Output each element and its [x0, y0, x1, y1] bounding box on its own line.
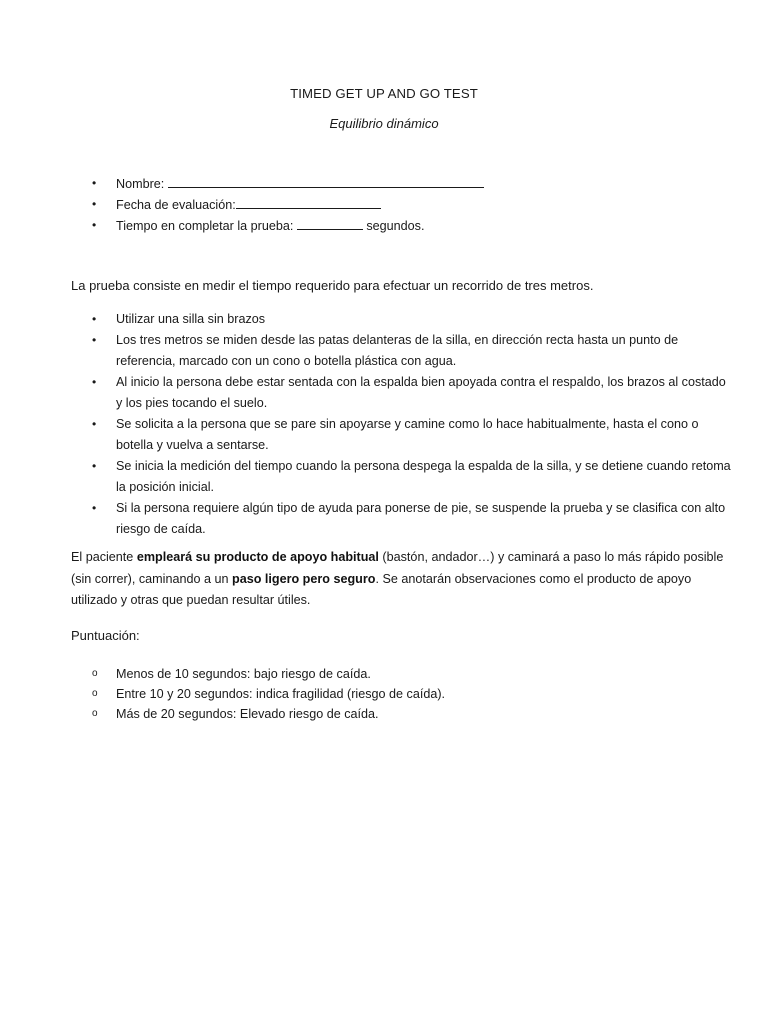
bullet-icon: •	[92, 197, 97, 211]
form-field-date	[92, 194, 676, 215]
step-text: Se inicia la medición del tiempo cuando la persona despega la espalda de la silla, y se detiene cuando retoma la posición inicial.	[116, 459, 731, 494]
form-field-time	[92, 215, 676, 236]
list-item	[92, 704, 676, 724]
list-item	[92, 414, 734, 456]
intro-statement: La prueba consiste en medir el tiempo requerido para efectuar un recorrido de tres metros.	[71, 278, 594, 293]
step-text: Utilizar una silla sin brazos	[116, 312, 266, 326]
name-blank-line[interactable]	[168, 173, 484, 188]
list-item	[92, 330, 734, 372]
bullet-icon: •	[92, 417, 97, 431]
list-item	[92, 684, 676, 704]
bullet-icon: •	[92, 375, 97, 389]
form-field-suffix: segundos.	[362, 219, 425, 233]
paragraph-text: (bastón, andador…) y caminará a paso lo más rápido posible (sin correr), caminando a un	[71, 550, 724, 586]
date-blank-line[interactable]	[236, 194, 381, 209]
list-item	[92, 372, 734, 414]
instructions-paragraph	[71, 547, 735, 612]
emphasis-text: paso ligero pero seguro	[232, 571, 376, 586]
paragraph-text: . Se anotarán observaciones como el producto de apoyo utilizado y otras que puedan resultar útiles.	[71, 571, 692, 607]
form-field-label: Tiempo en completar la prueba:	[116, 219, 297, 233]
bullet-icon: •	[92, 501, 97, 515]
bullet-icon: •	[92, 312, 97, 326]
bullet-icon: •	[92, 218, 97, 232]
document-subtitle: Equilibrio dinámico	[329, 116, 439, 131]
step-text: Los tres metros se miden desde las patas delanteras de la silla, en dirección recta hasta un punto de referencia, marcado con un cono o botella plástica con agua.	[116, 333, 679, 368]
emphasis-text: empleará su producto de apoyo habitual	[136, 550, 379, 564]
score-text: Menos de 10 segundos: bajo riesgo de caída.	[116, 667, 371, 681]
form-field-label: Fecha de evaluación:	[116, 198, 236, 212]
scoring-list	[92, 664, 676, 724]
circle-bullet-icon: o	[92, 688, 98, 699]
form-fields-list	[92, 173, 676, 236]
step-text: Si la persona requiere algún tipo de ayuda para ponerse de pie, se suspende la prueba y se clasifica con alto riesgo de caída.	[116, 501, 726, 536]
form-field-name	[92, 173, 676, 194]
bullet-icon: •	[92, 333, 97, 347]
circle-bullet-icon: o	[92, 668, 98, 679]
bullet-icon: •	[92, 459, 97, 473]
bullet-icon: •	[92, 176, 97, 190]
score-text: Entre 10 y 20 segundos: indica fragilidad (riesgo de caída).	[116, 687, 446, 701]
time-blank-line[interactable]	[297, 215, 363, 230]
document-title: TIMED GET UP AND GO TEST	[290, 86, 478, 101]
list-item	[92, 456, 734, 498]
list-item	[92, 309, 734, 330]
step-text: Al inicio la persona debe estar sentada con la espalda bien apoyada contra el respaldo, los brazos al costado y los pies tocando el suelo.	[116, 375, 726, 410]
form-field-label: Nombre:	[116, 177, 168, 191]
score-text: Más de 20 segundos: Elevado riesgo de caída.	[116, 707, 379, 721]
list-item	[92, 664, 676, 684]
procedure-steps-list	[92, 309, 734, 540]
paragraph-text: El paciente	[71, 550, 137, 564]
scoring-heading: Puntuación:	[71, 628, 140, 643]
circle-bullet-icon: o	[92, 708, 98, 719]
list-item	[92, 498, 734, 540]
step-text: Se solicita a la persona que se pare sin apoyarse y camine como lo hace habitualmente, hasta el cono o botella y vuelva a sentarse.	[116, 417, 699, 452]
